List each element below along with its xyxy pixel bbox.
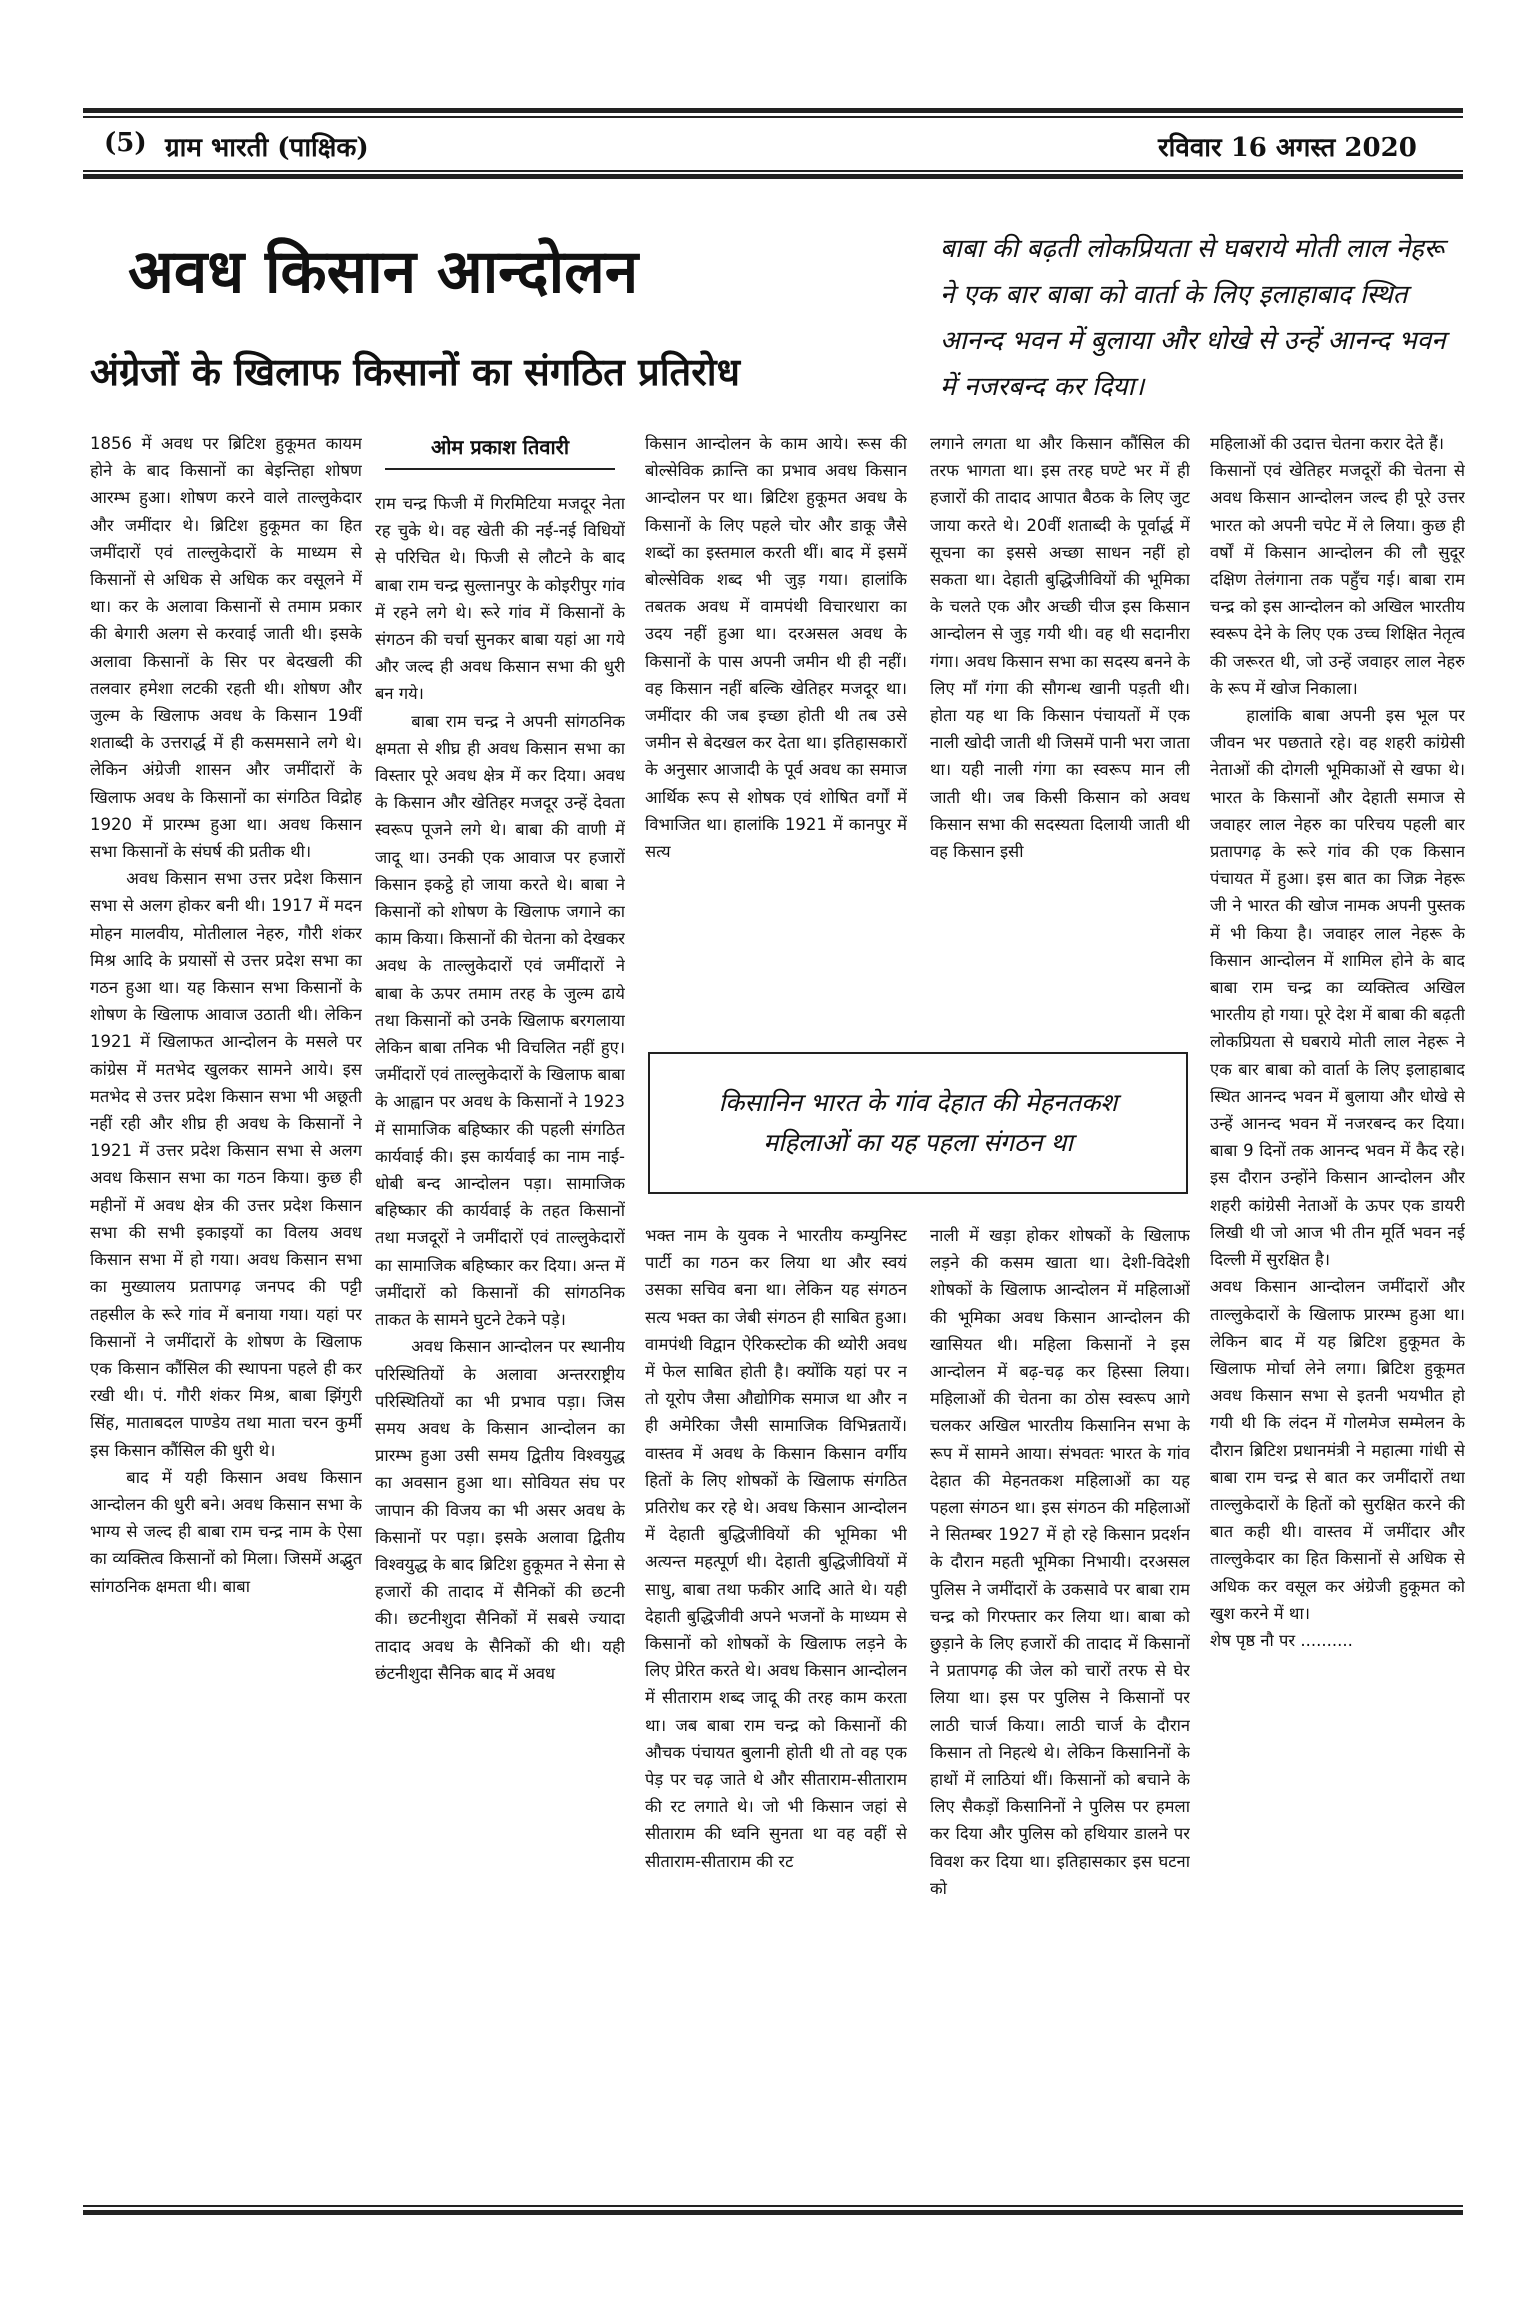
paragraph: अवध किसान आन्दोलन पर स्थानीय परिस्थितियों के अलावा अन्तरराष्ट्रीय परिस्थितियों का भी प्रभाव पड़ा। जिस समय अवध के किसान आन्दोलन का प्रारम्भ हुआ उसी समय द्वितीय विश्वयुद्ध का अवसान हुआ था। सोवियत संघ पर जापान की विजय का भी असर अवध के किसानों पर पड़ा। इसके अलावा द्वितीय विश्वयुद्ध के बाद ब्रिटिश हुकूमत ने सेना से हजारों की तादाद में सैनिकों की छटनी की। छटनीशुदा सैनिकों में सबसे ज्यादा तादाद अवध के सैनिकों की थी। यही छंटनीशुदा सैनिक बाद में अवध — [375, 1337, 625, 1683]
header-rule-thick — [83, 174, 1463, 179]
byline: ओम प्रकाश तिवारी — [385, 425, 615, 470]
page-number: (5) — [104, 128, 147, 158]
paragraph: 1856 में अवध पर ब्रिटिश हुकूमत कायम होने के बाद किसानों का बेइन्तिहा शोषण आरम्भ हुआ। शोषण करने वाले ताल्लुकेदार और जमींदार थे। ब्रिटिश हुकूमत का हित जमींदारों एवं ताल्लुकेदारों के माध्यम से किसानों से अधिक से अधिक कर वसूलने में था। कर के अलावा किसानों से तमाम प्रकार की बेगारी अलग से करवाई जाती थी। इसके अलावा किसानों के सिर पर बेदखली की तलवार हमेशा लटकी रहती थी। शोषण और जुल्म के खिलाफ अवध के किसान 19वीं शताब्दी के उत्तरार्द्ध में ही कसमसाने लगे थे। लेकिन अंग्रेजी शासन और जमींदारों के खिलाफ अवध के किसानों का संगठित विद्रोह 1920 में प्रारम्भ हुआ था। अवध किसान सभा किसानों के संघर्ष की प्रतीक थी। — [90, 434, 362, 862]
pull-quote: बाबा की बढ़ती लोकप्रियता से घबराये मोती लाल नेहरू ने एक बार बाबा को वार्ता के लिए इलाहाबाद स्थित आनन्द भवन में बुलाया और धोखे से उन्हें आनन्द भवन में नजरबन्द कर दिया। — [940, 234, 1446, 402]
paragraph: हालांकि बाबा अपनी इस भूल पर जीवन भर पछताते रहे। वह शहरी कांग्रेसी नेताओं की दोगली भूमिकाओं से खफा थे। भारत के किसानों और देहाती समाज से जवाहर लाल नेहरु का परिचय पहली बार प्रतापगढ़ के रूरे गांव की एक किसान पंचायत में हुआ। इस बात का जिक्र नेहरू जी ने भारत की खोज नामक अपनी पुस्तक में भी किया है। जवाहर लाल नेहरू के किसान आन्दोलन में शामिल होने के बाद बाबा राम चन्द्र का व्यक्तित्व अखिल भारतीय हो गया। पूरे देश में बाबा की बढ़ती लोकप्रियता से घबराये मोती लाल नेहरू ने एक बार बाबा को वार्ता के लिए इलाहाबाद स्थित आनन्द भवन में बुलाया और धोखे से उन्हें आनन्द भवन में नजरबन्द कर दिया। बाबा 9 दिनों तक आनन्द भवन में कैद रहे। इस दौरान उन्होंने किसान आन्दोलन और शहरी कांग्रेसी नेताओं के ऊपर एक डायरी लिखी थी जो आज भी तीन मूर्ति भवन नई दिल्ली में सुरक्षित है। — [1210, 706, 1465, 1270]
paragraph: किसान आन्दोलन के काम आये। रूस की बोल्सेविक क्रान्ति का प्रभाव अवध किसान आन्दोलन पर था। ब्रिटिश हुकूमत अवध के किसानों के लिए पहले चोर और डाकू जैसे शब्दों का इस्तमाल करती थीं। बाद में इसमें बोल्सेविक शब्द भी जुड़ गया। हालांकि तबतक अवध में वामपंथी विचारधारा का उदय नहीं हुआ था। दरअसल अवध के किसानों के पास अपनी जमीन थी ही नहीं। वह किसान नहीं बल्कि खेतिहर मजदूर था। जमींदार की जब इच्छा होती थी तब उसे जमीन से बेदखल कर देता था। इतिहासकारों के अनुसार आजादी के पूर्व अवध का समाज आर्थिक रूप से शोषक एवं शोषित वर्गों में विभाजित था। हालांकि 1921 में कानपुर में सत्य — [645, 434, 907, 862]
column-3-top — [645, 430, 907, 1025]
paragraph: बाबा राम चन्द्र ने अपनी सांगठनिक क्षमता से शीघ्र ही अवध किसान सभा का विस्तार पूरे अवध क्षेत्र में कर दिया। अवध के किसान और खेतिहर मजदूर उन्हें देवता स्वरूप पूजने लगे थे। बाबा की वाणी में जादू था। उनकी एक आवाज पर हजारों किसान इकट्ठे हो जाया करते थे। बाबा ने किसानों को शोषण के खिलाफ जगाने का काम किया। किसानों की चेतना को देखकर अवध के ताल्लुकेदारों एवं जमींदारों ने बाबा के ऊपर तमाम तरह के जुल्म ढाये तथा किसानों को उनके खिलाफ बरगलाया लेकिन बाबा तनिक भी विचलित नहीं हुए। जमींदारों एवं ताल्लुकेदारों के खिलाफ बाबा के आह्वान पर अवध के किसानों ने 1923 में सामाजिक बहिष्कार की पहली संगठित कार्यवाई की। इस कार्यवाई का नाम नाई-धोबी बन्द आन्दोलन पड़ा। सामाजिक बहिष्कार की कार्यवाई के तहत किसानों तथा मजदूरों ने जमींदारों एवं ताल्लुकेदारों का सामाजिक बहिष्कार कर दिया। अन्त में जमींदारों को किसानों की सांगठनिक ताकत के सामने घुटने टेकने पड़े। — [375, 711, 625, 1330]
paragraph: अवध किसान सभा उत्तर प्रदेश किसान सभा से अलग होकर बनी थी। 1917 में मदन मोहन मालवीय, मोतीलाल नेहरु, गौरी शंकर मिश्र आदि के प्रयासों से उत्तर प्रदेश सभा का गठन हुआ था। यह किसान सभा किसानों के शोषण के खिलाफ आवाज उठाती थी। लेकिन 1921 में खिलाफत आन्दोलन के मसले पर कांग्रेस में मतभेद खुलकर सामने आये। इस मतभेद से उत्तर प्रदेश किसान सभा भी अछूती नहीं रही और शीघ्र ही अवध के किसानों ने 1921 में उत्तर प्रदेश किसान सभा से अलग अवध किसान सभा का गठन किया। कुछ ही महीनों में अवध क्षेत्र की उत्तर प्रदेश किसान सभा की सभी इकाइयों का विलय अवध किसान सभा में हो गया। अवध किसान सभा का मुख्यालय प्रतापगढ़ जनपद की पट्टी तहसील के रूरे गांव में बनाया गया। यहां पर किसानों ने जमींदारों के शोषण के खिलाफ एक किसान कौंसिल की स्थापना पहले ही कर रखी थी। पं. गौरी शंकर मिश्र, बाबा झिंगुरी सिंह, माताबदल पाण्डेय तथा माता चरन कुर्मी इस किसान कौंसिल की धुरी थे। — [90, 869, 362, 1460]
article-subtitle: अंग्रेजों के खिलाफ किसानों का संगठित प्रतिरोध — [90, 349, 740, 394]
column-3-bottom — [645, 1222, 907, 2190]
paragraph: महिलाओं की उदात्त चेतना करार देते हैं। — [1210, 434, 1445, 453]
paragraph: राम चन्द्र फिजी में गिरमिटिया मजदूर नेता रह चुके थे। वह खेती की नई-नई विधियों से परिचित थे। फिजी से लौटने के बाद बाबा राम चन्द्र सुल्तानपुर के कोइरीपुर गांव में रहने लगे थे। रूरे गांव में किसानों के संगठन की चर्चा सुनकर बाबा यहां आ गये और जल्द ही अवध किसान सभा की धुरी बन गये। — [375, 494, 625, 704]
box-quote: किसानिन भारत के गांव देहात की मेहनतकश महिलाओं का यह पहला संगठन था — [648, 1052, 1188, 1194]
issue-date: रविवार 16 अगस्त 2020 — [1158, 133, 1417, 163]
header-rule-thin — [83, 170, 1463, 172]
column-5 — [1210, 430, 1465, 2190]
paragraph: भक्त नाम के युवक ने भारतीय कम्युनिस्ट पार्टी का गठन कर लिया था और स्वयं उसका सचिव बना था। लेकिन यह संगठन सत्य भक्त का जेबी संगठन ही साबित हुआ। वामपंथी विद्वान ऐरिकस्टोक की थ्योरी अवध में फेल साबित होती है। क्योंकि यहां पर न तो यूरोप जैसा औद्योगिक समाज था और न ही अमेरिका जैसी सामाजिक विभिन्नतायें। वास्तव में अवध के किसान किसान वर्गीय हितों के लिए शोषकों के खिलाफ संगठित प्रतिरोध कर रहे थे। अवध किसान आन्दोलन में देहाती बुद्धिजीवियों की भूमिका भी अत्यन्त महत्पूर्ण थी। देहाती बुद्धिजीवियों में साधु, बाबा तथा फकीर आदि आते थे। यही देहाती बुद्धिजीवी अपने भजनों के माध्यम से किसानों को शोषकों के खिलाफ लड़ने के लिए प्रेरित करते थे। अवध किसान आन्दोलन में सीताराम शब्द जादू की तरह काम करता था। जब बाबा राम चन्द्र को किसानों की औचक पंचायत बुलानी होती थी तो वह एक पेड़ पर चढ़ जाते थे और सीताराम-सीताराम की रट लगाते थे। जो भी किसान जहां से सीताराम की ध्वनि सुनता था वह वहीं से सीताराम-सीताराम की रट — [645, 1226, 907, 1871]
paragraph: किसानों एवं खेतिहर मजदूरों की चेतना से अवध किसान आन्दोलन जल्द ही पूरे उत्तर भारत को अपनी चपेट में ले लिया। कुछ ही वर्षों में किसान आन्दोलन की लौ सुदूर दक्षिण तेलंगाना तक पहुँच गई। बाबा राम चन्द्र को इस आन्दोलन को अखिल भारतीय स्वरूप देने के लिए एक उच्च शिक्षित नेतृत्व की जरूरत थी, जो उन्हें जवाहर लाल नेहरु के रूप में खोज निकाला। — [1210, 461, 1465, 698]
article-title: अवध किसान आन्दोलन — [128, 237, 639, 307]
top-rule-thick — [83, 108, 1463, 113]
top-rule-thin — [83, 116, 1463, 118]
continued-note: शेष पृष्ठ नौ पर .......... — [1210, 1630, 1353, 1650]
column-4-bottom — [930, 1222, 1190, 2190]
column-2 — [375, 490, 625, 2190]
paragraph: अवध किसान आन्दोलन जमींदारों और ताल्लुकेदारों के खिलाफ प्रारम्भ हुआ था। लेकिन बाद में यह ब्रिटिश हुकूमत के खिलाफ मोर्चा लेने लगा। ब्रिटिश हुकूमत अवध किसान सभा से इतनी भयभीत हो गयी थी कि लंदन में गोलमेज सम्मेलन के दौरान ब्रिटिश प्रधानमंत्री ने महात्मा गांधी से बाबा राम चन्द्र से बात कर जमींदारों तथा ताल्लुकेदारों के हितों को सुरक्षित करने की बात कही थी। वास्तव में जमींदार और ताल्लुकेदार का हित किसानों से अधिक से अधिक कर वसूल कर अंग्रेजी हुकूमत को खुश करने में था। — [1210, 1277, 1465, 1623]
publication-name: ग्राम भारती (पाक्षिक) — [165, 133, 369, 163]
column-1 — [90, 430, 362, 2190]
column-4-top — [930, 430, 1190, 1025]
paragraph: बाद में यही किसान अवध किसान आन्दोलन की धुरी बने। अवध किसान सभा के भाग्य से जल्द ही बाबा राम चन्द्र नाम के ऐसा का व्यक्तित्व किसानों को मिला। जिसमें अद्भुत सांगठनिक क्षमता थी। बाबा — [90, 1467, 362, 1596]
paragraph: नाली में खड़ा होकर शोषकों के खिलाफ लड़ने की कसम खाता था। देशी-विदेशी शोषकों के खिलाफ आन्दोलन में महिलाओं की भूमिका अवध किसान आन्दोलन की खासियत थी। महिला किसानों ने इस आन्दोलन में बढ़-चढ़ कर हिस्सा लिया। महिलाओं की चेतना का ठोस स्वरूप आगे चलकर अखिल भारतीय किसानिन सभा के रूप में सामने आया। संभवतः भारत के गांव देहात की मेहनतकश महिलाओं का यह पहला संगठन था। इस संगठन की महिलाओं ने सितम्बर 1927 में हो रहे किसान प्रदर्शन के दौरान महती भूमिका निभायी। दरअसल पुलिस ने जमींदारों के उकसावे पर बाबा राम चन्द्र को गिरफ्तार कर लिया था। बाबा को छुड़ाने के लिए हजारों की तादाद में किसानों ने प्रतापगढ़ की जेल को चारों तरफ से घेर लिया था। इस पर पुलिस ने किसानों पर लाठी चार्ज किया। लाठी चार्ज के दौरान किसान तो निहत्थे थे। लेकिन किसानिनों के हाथों में लाठियां थीं। किसानों को बचाने के लिए सैकड़ों किसानिनों ने पुलिस पर हमला कर दिया और पुलिस को हथियार डालने पर विवश कर दिया था। इतिहासकार इस घटना को — [930, 1226, 1190, 1898]
paragraph: लगाने लगता था और किसान कौंसिल की तरफ भागता था। इस तरह घण्टे भर में ही हजारों की तादाद आपात बैठक के लिए जुट जाया करते थे। 20वीं शताब्दी के पूर्वार्द्ध में सूचना का इससे अच्छा साधन नहीं हो सकता था। देहाती बुद्धिजीवियों की भूमिका के चलते एक और अच्छी चीज इस किसान आन्दोलन से जुड़ गयी थी। वह थी सदानीरा गंगा। अवध किसान सभा का सदस्य बनने के लिए माँ गंगा की सौगन्ध खानी पड़ती थी। होता यह था कि किसान पंचायतों में एक नाली खोदी जाती थी जिसमें पानी भरा जाता था। यही नाली गंगा का स्वरूप मान ली जाती थी। जब किसी किसान को अवध किसान सभा की सदस्यता दिलायी जाती थी वह किसान इसी — [930, 434, 1190, 862]
bottom-rule-thick — [83, 2210, 1463, 2215]
bottom-rule-thin — [83, 2205, 1463, 2207]
